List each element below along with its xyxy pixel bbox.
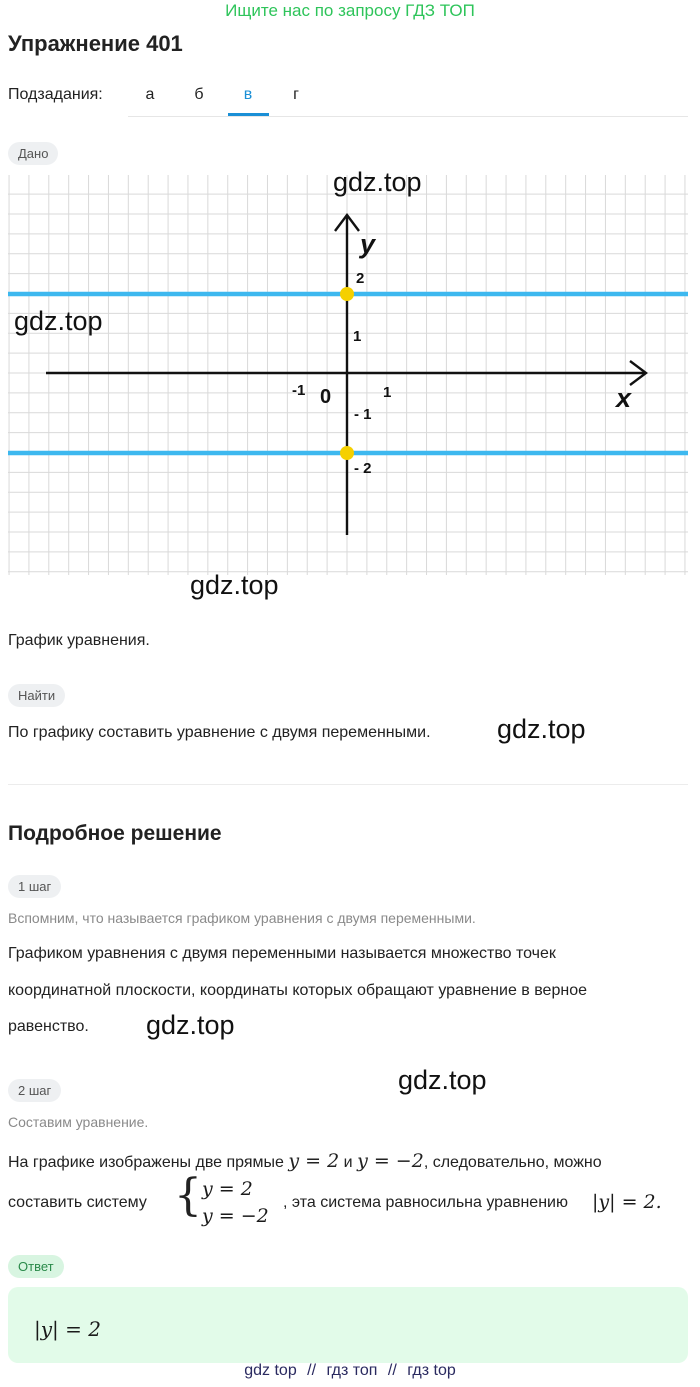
tab-g[interactable]: г — [293, 86, 299, 103]
tick-y-pos2: 2 — [356, 270, 365, 287]
answer-value: |y| = 2 — [34, 1317, 101, 1341]
step2-text: На графике изображены две прямые — [8, 1154, 284, 1171]
y-axis-label: y — [360, 229, 376, 259]
equation-graph — [8, 175, 688, 575]
footer-link[interactable]: гдз top — [407, 1362, 456, 1379]
tab-v[interactable]: в — [243, 86, 253, 103]
point-0-neg2 — [340, 446, 354, 460]
equation-y-2: y = 2 — [288, 1150, 340, 1172]
promo-banner[interactable]: Ищите нас по запросу ГДЗ ТОП — [225, 1, 475, 20]
watermark: gdz.top — [398, 1065, 487, 1095]
tick-y-neg1: - 1 — [354, 406, 372, 423]
step2-text: составить систему — [8, 1194, 147, 1211]
footer-link[interactable]: gdz top — [244, 1362, 297, 1379]
given-chip: Дано — [8, 142, 58, 165]
find-text: По графику составить уравнение с двумя переменными. — [8, 724, 431, 741]
tab-b[interactable]: б — [194, 86, 204, 103]
step1-text-line: равенство. — [8, 1018, 89, 1035]
answer-box — [8, 1287, 688, 1363]
origin-label: 0 — [320, 386, 332, 408]
step2-paragraph-1 — [8, 1150, 602, 1172]
equation-y-neg2: y = −2 — [357, 1150, 424, 1172]
footer-links — [0, 1362, 700, 1380]
footer-separator: // — [387, 1362, 397, 1379]
tab-a[interactable]: а — [145, 86, 155, 103]
tick-x-neg1: -1 — [292, 382, 306, 399]
tick-y-pos1: 1 — [353, 328, 362, 345]
watermark: gdz.top — [146, 1010, 235, 1040]
step1-hint: Вспомним, что называется графиком уравнения с двумя переменными. — [8, 910, 476, 926]
system-equation-1: y = 2 — [202, 1178, 253, 1200]
step2-hint: Составим уравнение. — [8, 1114, 149, 1130]
active-tab-indicator — [228, 113, 269, 116]
answer-chip: Ответ — [8, 1255, 64, 1278]
find-chip: Найти — [8, 684, 65, 707]
step1-text-line: Графиком уравнения с двумя переменными называется множество точек — [8, 945, 556, 962]
page-title: Упражнение 401 — [8, 31, 183, 56]
subtask-tabs — [128, 78, 688, 117]
graph-caption: График уравнения. — [8, 632, 150, 649]
equation-abs-y-2: |y| = 2. — [592, 1191, 662, 1213]
section-divider — [8, 784, 688, 785]
step1-text-line: координатной плоскости, координаты которых обращают уравнение в верное — [8, 982, 587, 999]
subtasks-label: Подзадания: — [8, 86, 103, 103]
step2-chip: 2 шаг — [8, 1079, 61, 1102]
watermark: gdz.top — [190, 570, 279, 600]
tick-y-neg2: - 2 — [354, 460, 372, 477]
y-axis — [335, 215, 362, 535]
step2-text: , следовательно, можно — [423, 1154, 602, 1171]
watermark: gdz.top — [333, 167, 422, 197]
footer-separator: // — [307, 1362, 317, 1379]
tick-x-pos1: 1 — [383, 384, 392, 401]
system-brace: { — [174, 1170, 202, 1221]
step2-text: , эта система равносильна уравнению — [283, 1194, 568, 1211]
footer-link[interactable]: гдз топ — [326, 1362, 378, 1379]
x-axis-label: x — [616, 383, 632, 413]
watermark: gdz.top — [497, 714, 586, 744]
watermark: gdz.top — [14, 306, 103, 336]
solution-heading: Подробное решение — [8, 822, 222, 845]
step2-text: и — [343, 1154, 353, 1171]
system-equation-2: y = −2 — [202, 1205, 269, 1227]
step1-chip: 1 шаг — [8, 875, 61, 898]
point-0-2 — [340, 287, 354, 301]
